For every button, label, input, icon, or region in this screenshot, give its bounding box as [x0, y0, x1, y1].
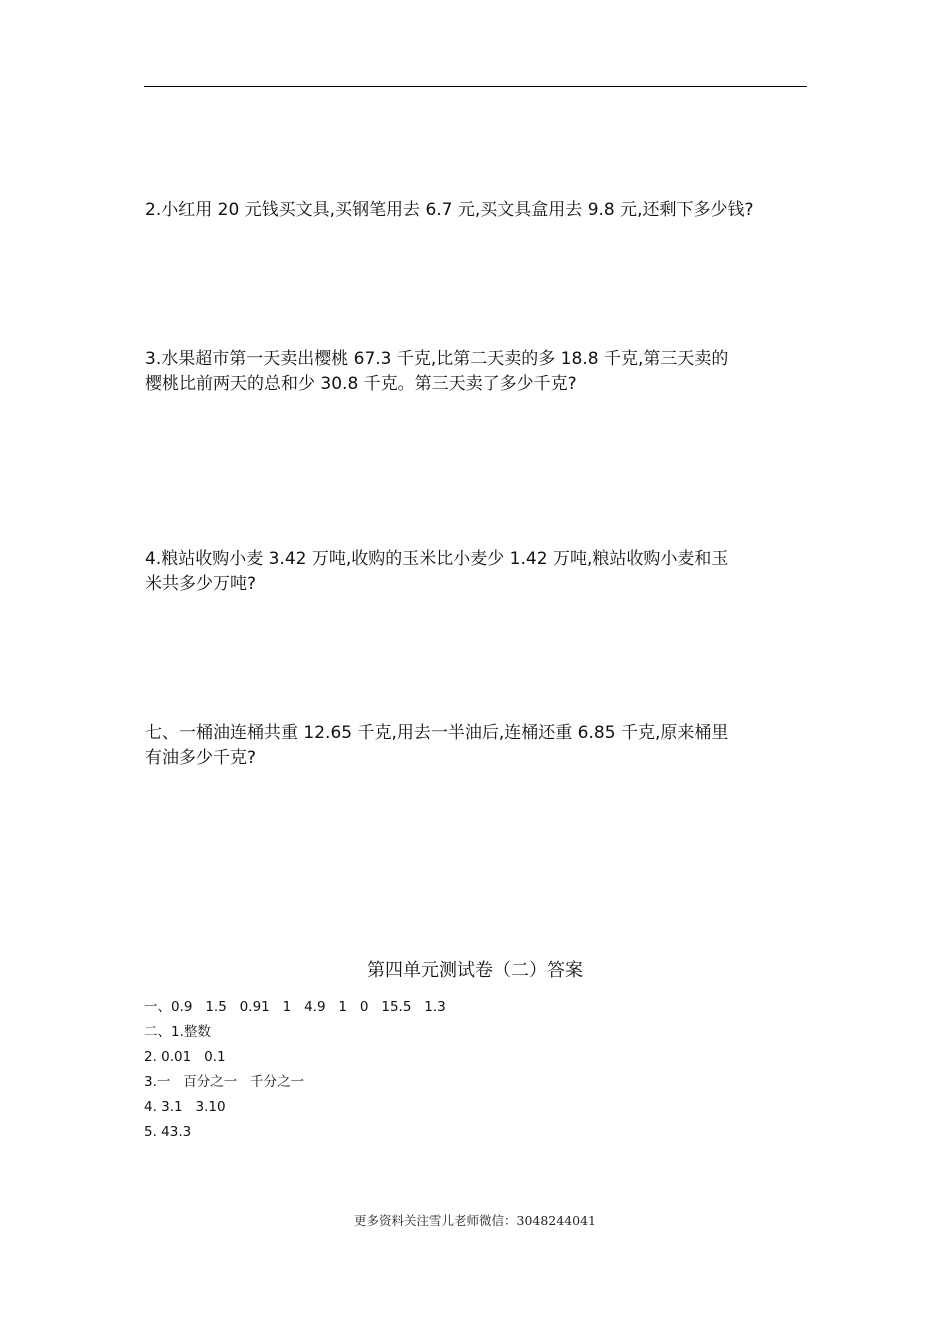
question-4 — [145, 547, 825, 597]
answer-title: 第四单元测试卷（二）答案 — [367, 960, 583, 981]
answer-line-1: 一、0.9 1.5 0.91 1 4.9 1 0 15.5 1.3 — [144, 999, 446, 1015]
answer-line-3: 2. 0.01 0.1 — [144, 1049, 226, 1065]
question-2-line-1: 2.小红用 20 元钱买文具,买钢笔用去 6.7 元,买文具盒用去 9.8 元,还剩下多少钱? — [145, 200, 754, 220]
answer-line-5: 4. 3.1 3.10 — [144, 1099, 226, 1115]
top-divider — [144, 86, 807, 87]
question-3-line-2: 樱桃比前两天的总和少 30.8 千克。第三天卖了多少千克? — [145, 374, 577, 394]
question-7 — [145, 721, 825, 771]
question-7-line-2: 有油多少千克? — [145, 748, 257, 768]
answer-line-6: 5. 43.3 — [144, 1124, 192, 1140]
answer-line-2: 二、1.整数 — [144, 1024, 211, 1040]
answer-line-4: 3.一 百分之一 千分之一 — [144, 1074, 305, 1090]
question-2 — [145, 198, 825, 223]
question-4-line-1: 4.粮站收购小麦 3.42 万吨,收购的玉米比小麦少 1.42 万吨,粮站收购小麦和玉 — [145, 549, 729, 569]
question-3-line-1: 3.水果超市第一天卖出樱桃 67.3 千克,比第二天卖的多 18.8 千克,第三天卖的 — [145, 349, 729, 369]
question-3 — [145, 347, 825, 397]
question-7-line-1: 七、一桶油连桶共重 12.65 千克,用去一半油后,连桶还重 6.85 千克,原来桶里 — [145, 723, 729, 743]
question-4-line-2: 米共多少万吨? — [145, 574, 257, 594]
footer-note: 更多资料关注雪儿老师微信：3048244041 — [353, 1213, 597, 1228]
